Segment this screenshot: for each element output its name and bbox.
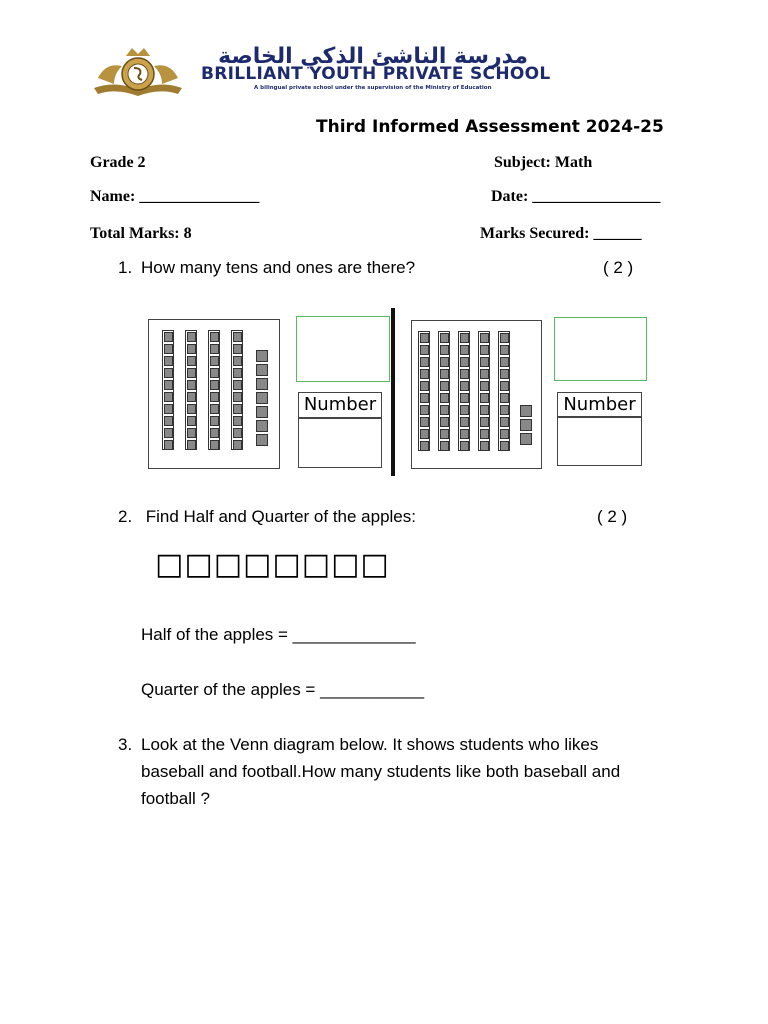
school-tagline: A bilingual private school under the supervision of the Ministry of Education bbox=[254, 85, 492, 91]
question-3-text-line-1: Look at the Venn diagram below. It shows students who likes bbox=[141, 735, 599, 754]
tens-rod bbox=[418, 331, 430, 451]
tens-rod-unit bbox=[233, 440, 242, 450]
number-write-box-a bbox=[298, 417, 382, 468]
quarter-answer-line: Quarter of the apples = ___________ bbox=[141, 680, 425, 699]
tens-rod-unit bbox=[440, 417, 449, 427]
question-1-text: How many tens and ones are there? bbox=[141, 258, 416, 277]
tens-rod-unit bbox=[420, 429, 429, 439]
tens-rod-unit bbox=[233, 392, 242, 402]
tens-rod bbox=[438, 331, 450, 451]
tens-rod-unit bbox=[500, 417, 509, 427]
tens-rod-unit bbox=[164, 368, 173, 378]
tens-rod-unit bbox=[210, 428, 219, 438]
ones-cube bbox=[520, 419, 532, 431]
tens-rod-unit bbox=[187, 380, 196, 390]
half-answer-line: Half of the apples = _____________ bbox=[141, 625, 416, 644]
tens-rod bbox=[458, 331, 470, 451]
tens-rod-unit bbox=[164, 404, 173, 414]
question-2-marks: ( 2 ) bbox=[597, 507, 628, 526]
question-3-number: 3. bbox=[118, 735, 133, 754]
subject-label: Subject: Math bbox=[494, 154, 593, 171]
tens-rod-unit bbox=[164, 344, 173, 354]
tens-rod-unit bbox=[164, 332, 173, 342]
ones-cube bbox=[520, 433, 532, 445]
grade-label: Grade 2 bbox=[90, 154, 146, 171]
tens-rod-unit bbox=[187, 392, 196, 402]
tens-rod-unit bbox=[500, 405, 509, 415]
tens-rod-unit bbox=[164, 392, 173, 402]
tens-rod-unit bbox=[460, 381, 469, 391]
tens-rod-unit bbox=[440, 333, 449, 343]
tens-rod-unit bbox=[210, 356, 219, 366]
tens-rod-unit bbox=[210, 416, 219, 426]
name-field: Name: _______________ bbox=[90, 188, 260, 205]
question-3-text-line-3: football ? bbox=[141, 789, 210, 808]
tens-rod-unit bbox=[187, 344, 196, 354]
tens-rod-unit bbox=[420, 369, 429, 379]
ones-cube bbox=[256, 350, 268, 362]
tens-rod-unit bbox=[460, 333, 469, 343]
tens-rod-unit bbox=[233, 404, 242, 414]
tens-rod-unit bbox=[164, 440, 173, 450]
tens-rod-unit bbox=[480, 429, 489, 439]
answer-box-a bbox=[296, 316, 390, 382]
question-2-number: 2. bbox=[118, 507, 133, 526]
place-value-figure bbox=[141, 306, 649, 478]
tens-rod-unit bbox=[480, 417, 489, 427]
ones-cube bbox=[520, 405, 532, 417]
tens-rod-unit bbox=[210, 332, 219, 342]
tens-rod-unit bbox=[460, 393, 469, 403]
tens-rod-unit bbox=[440, 393, 449, 403]
tens-rod-unit bbox=[440, 381, 449, 391]
tens-rod-unit bbox=[500, 357, 509, 367]
tens-rod-unit bbox=[164, 416, 173, 426]
tens-rod-unit bbox=[210, 368, 219, 378]
school-name-arabic: مدرسة الناشئ الذكي الخاصة bbox=[218, 44, 528, 69]
tens-rod-unit bbox=[460, 405, 469, 415]
tens-rod-unit bbox=[210, 392, 219, 402]
tens-rod bbox=[231, 330, 243, 450]
base-ten-model-a bbox=[148, 319, 280, 469]
tens-rod bbox=[478, 331, 490, 451]
tens-rod-unit bbox=[187, 368, 196, 378]
ones-cube bbox=[256, 434, 268, 446]
answer-box-b bbox=[554, 317, 647, 381]
total-marks: Total Marks: 8 bbox=[90, 225, 192, 242]
tens-rod-unit bbox=[500, 393, 509, 403]
tens-rod-unit bbox=[233, 344, 242, 354]
divider-line bbox=[391, 308, 395, 476]
tens-rod-unit bbox=[187, 428, 196, 438]
tens-rod-unit bbox=[187, 440, 196, 450]
tens-rod-unit bbox=[420, 381, 429, 391]
tens-rod-unit bbox=[233, 332, 242, 342]
tens-rod-unit bbox=[460, 417, 469, 427]
tens-rod-unit bbox=[500, 441, 509, 451]
apples-row: □□□□□□□□ bbox=[155, 547, 390, 582]
tens-rod bbox=[185, 330, 197, 450]
number-label-b: Number bbox=[557, 392, 642, 418]
tens-rod-unit bbox=[164, 380, 173, 390]
tens-rod-unit bbox=[187, 332, 196, 342]
tens-rod-unit bbox=[210, 440, 219, 450]
tens-rod-unit bbox=[500, 333, 509, 343]
ones-cube bbox=[256, 364, 268, 376]
tens-rod-unit bbox=[480, 333, 489, 343]
tens-rod bbox=[162, 330, 174, 450]
tens-rod-unit bbox=[480, 369, 489, 379]
school-name-english: BRILLIANT YOUTH PRIVATE SCHOOL bbox=[201, 64, 551, 84]
tens-rod-unit bbox=[420, 345, 429, 355]
tens-rod-unit bbox=[460, 369, 469, 379]
tens-rod-unit bbox=[460, 345, 469, 355]
tens-rod-unit bbox=[460, 441, 469, 451]
tens-rod-unit bbox=[420, 417, 429, 427]
tens-rod-unit bbox=[420, 333, 429, 343]
date-field: Date: ________________ bbox=[491, 188, 661, 205]
tens-rod-unit bbox=[480, 357, 489, 367]
tens-rod-unit bbox=[480, 381, 489, 391]
tens-rod-unit bbox=[440, 429, 449, 439]
tens-rod-unit bbox=[480, 393, 489, 403]
question-1-number: 1. bbox=[118, 258, 133, 277]
number-write-box-b bbox=[557, 416, 642, 466]
tens-rod-unit bbox=[480, 441, 489, 451]
tens-rod bbox=[208, 330, 220, 450]
tens-rod-unit bbox=[440, 357, 449, 367]
question-2-text: Find Half and Quarter of the apples: bbox=[141, 507, 416, 526]
tens-rod-unit bbox=[233, 416, 242, 426]
question-1-marks: ( 2 ) bbox=[603, 258, 634, 277]
tens-rod-unit bbox=[420, 393, 429, 403]
ones-cube bbox=[256, 378, 268, 390]
tens-rod-unit bbox=[210, 404, 219, 414]
tens-rod-unit bbox=[440, 345, 449, 355]
tens-rod-unit bbox=[500, 369, 509, 379]
ones-cube bbox=[256, 392, 268, 404]
tens-rod-unit bbox=[187, 416, 196, 426]
tens-rod-unit bbox=[210, 380, 219, 390]
tens-rod-unit bbox=[164, 356, 173, 366]
tens-rod-unit bbox=[420, 405, 429, 415]
assessment-title: Third Informed Assessment 2024-25 bbox=[316, 117, 664, 137]
tens-rod-unit bbox=[500, 381, 509, 391]
tens-rod-unit bbox=[480, 345, 489, 355]
tens-rod-unit bbox=[164, 428, 173, 438]
tens-rod-unit bbox=[500, 345, 509, 355]
marks-secured-field: Marks Secured: ______ bbox=[480, 225, 642, 242]
tens-rod bbox=[498, 331, 510, 451]
number-label-a: Number bbox=[298, 392, 382, 419]
tens-rod-unit bbox=[210, 344, 219, 354]
tens-rod-unit bbox=[420, 357, 429, 367]
school-crest-logo bbox=[92, 44, 184, 100]
tens-rod-unit bbox=[460, 357, 469, 367]
ones-cube bbox=[256, 406, 268, 418]
base-ten-model-b bbox=[411, 320, 542, 469]
ones-cube bbox=[256, 420, 268, 432]
tens-rod-unit bbox=[500, 429, 509, 439]
tens-rod-unit bbox=[233, 368, 242, 378]
tens-rod-unit bbox=[480, 405, 489, 415]
tens-rod-unit bbox=[233, 380, 242, 390]
tens-rod-unit bbox=[233, 356, 242, 366]
question-3-text-line-2: baseball and football.How many students like both baseball and bbox=[141, 762, 621, 781]
tens-rod-unit bbox=[440, 441, 449, 451]
tens-rod-unit bbox=[440, 405, 449, 415]
tens-rod-unit bbox=[460, 429, 469, 439]
tens-rod-unit bbox=[187, 404, 196, 414]
tens-rod-unit bbox=[440, 369, 449, 379]
tens-rod-unit bbox=[420, 441, 429, 451]
tens-rod-unit bbox=[233, 428, 242, 438]
tens-rod-unit bbox=[187, 356, 196, 366]
